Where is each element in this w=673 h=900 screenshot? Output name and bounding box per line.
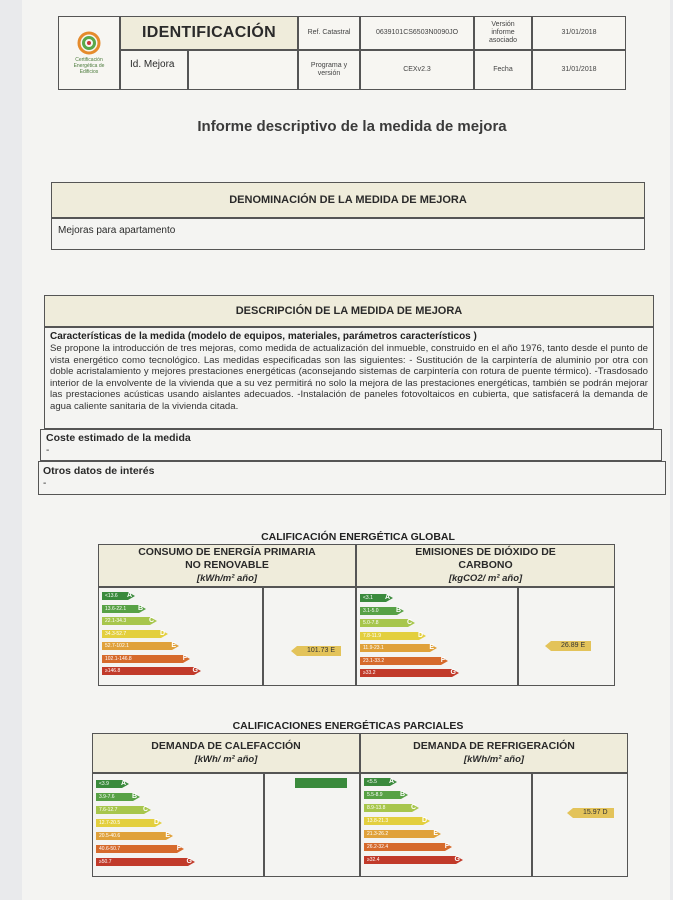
rating-bar-g xyxy=(360,669,456,677)
id-mejora-label: Id. Mejora xyxy=(120,50,188,90)
denominacion-heading: DENOMINACIÓN DE LA MEDIDA DE MEJORA xyxy=(51,182,645,218)
rating-bar-e xyxy=(96,832,170,840)
rating-range: 13.6-22.1 xyxy=(105,605,127,612)
consumo-scale xyxy=(99,588,262,685)
rating-range: 12.7-20.5 xyxy=(99,820,121,826)
identification-title: IDENTIFICACIÓN xyxy=(120,16,298,50)
id-mejora-value xyxy=(188,50,298,90)
rating-letter: A xyxy=(384,594,390,601)
emisiones-value-cell xyxy=(518,587,615,686)
emisiones-scale xyxy=(357,588,517,685)
rating-range: 21.3-26.2 xyxy=(367,831,389,837)
rating-bar-b xyxy=(364,791,405,799)
rating-bar-f xyxy=(96,845,181,853)
version-date: 31/01/2018 xyxy=(532,16,626,50)
refrigeracion-scale xyxy=(361,774,531,876)
rating-letter: D xyxy=(159,629,165,637)
rating-bar-d xyxy=(102,629,165,638)
refrigeracion-scale-cell xyxy=(360,773,532,877)
descripcion-text: Se propone la introducción de tres mejoras, como medida de actualización del inmueble, construido en el año 1976, tanto desde el punto de vista energético como tecnológico. Las medidas especificadas son las siguientes: - Sustitución de la carpintería de aluminio por otra con doble acristalamiento y mejores prestaciones energéticas (aconsejando sistemas de carpintería con rotura de puente térmico). -Trasdosado interior de la envolvente de la vivienda que a su vez permitirá no solo la mejora de las prestaciones energéticas, también se podrán mejorar las prestaciones acústicas usando aislantes adecuados. -Instalación de paneles fotovoltaicos en cubierta, que satisfacerá la demanda de agua caliente sanitaria de la vivienda citada. xyxy=(50,343,648,412)
certification-logo-icon xyxy=(76,31,102,55)
rating-bar-b xyxy=(96,793,137,801)
rating-letter: C xyxy=(148,617,154,624)
rating-letter: E xyxy=(171,642,176,649)
rating-letter: F xyxy=(182,654,187,662)
coste-value: - xyxy=(46,445,50,456)
rating-letter: B xyxy=(131,793,137,800)
rating-letter: B xyxy=(137,604,143,612)
rating-bar-d xyxy=(96,819,159,827)
rating-range: ≥146.8 xyxy=(105,668,121,674)
rating-range: 22.1-34.3 xyxy=(105,618,127,624)
rating-bar-b xyxy=(360,606,401,615)
rating-letter: C xyxy=(406,619,412,626)
refrigeracion-unit: [kWh/m² año] xyxy=(463,754,525,765)
rating-letter: A xyxy=(126,592,132,599)
rating-letter: F xyxy=(176,845,181,852)
rating-letter: F xyxy=(444,843,449,850)
rating-range: ≥32.4 xyxy=(367,857,380,863)
report-title: Informe descriptivo de la medida de mejora xyxy=(197,118,507,135)
otros-label: Otros datos de interés xyxy=(43,465,155,477)
emisiones-header xyxy=(356,544,615,587)
rating-letter: C xyxy=(142,806,148,813)
coste-label: Coste estimado de la medida xyxy=(46,432,191,444)
emisiones-value-badge: 26.89 E xyxy=(551,641,591,651)
calefaccion-title: DEMANDA DE CALEFACCIÓN xyxy=(151,740,301,752)
ref-catastral-label: Ref. Catastral xyxy=(298,16,360,50)
rating-bar-g xyxy=(96,858,192,866)
fecha-value: 31/01/2018 xyxy=(532,50,626,90)
rating-letter: B xyxy=(395,606,401,614)
consumo-value-badge: 101.73 E xyxy=(297,646,341,656)
rating-bar-a xyxy=(96,780,126,788)
rating-letter: C xyxy=(410,804,416,811)
rating-bar-f xyxy=(360,656,445,665)
fecha-label: Fecha xyxy=(474,50,532,90)
rating-range: 3.1-5.0 xyxy=(363,607,379,614)
refrigeracion-header xyxy=(360,733,628,773)
calefaccion-value-cell xyxy=(264,773,360,877)
rating-range: 26.2-32.4 xyxy=(367,844,389,850)
logo-cell xyxy=(58,16,120,90)
rating-range: <3.9 xyxy=(99,781,109,787)
rating-letter: G xyxy=(192,667,198,674)
rating-range: ≥33.2 xyxy=(363,670,376,676)
document-page xyxy=(22,0,670,900)
rating-letter: D xyxy=(153,819,159,826)
rating-range: 7.6-12.7 xyxy=(99,807,118,813)
rating-range: 23.1-33.2 xyxy=(363,657,385,664)
rating-range: 34.3-52.7 xyxy=(105,630,127,637)
rating-letter: A xyxy=(388,778,394,785)
calefaccion-scale-cell xyxy=(92,773,264,877)
rating-bar-e xyxy=(102,642,176,650)
rating-letter: G xyxy=(450,669,456,676)
parciales-title: CALIFICACIONES ENERGÉTICAS PARCIALES xyxy=(232,720,464,732)
rating-letter: B xyxy=(399,791,405,798)
rating-range: 20.5-40.6 xyxy=(99,833,121,839)
rating-bar-c xyxy=(364,804,416,812)
rating-bar-c xyxy=(102,617,154,625)
calefaccion-value-badge xyxy=(295,778,347,788)
coste-cell xyxy=(40,429,662,461)
consumo-header xyxy=(98,544,356,587)
calefaccion-scale xyxy=(93,774,263,876)
rating-letter: F xyxy=(440,656,445,664)
descripcion-subheading: Características de la medida (modelo de equipos, materiales, parámetros característicos ) xyxy=(50,331,477,342)
rating-range: 13.8-21.3 xyxy=(367,818,389,824)
rating-bar-d xyxy=(360,631,423,640)
rating-bar-e xyxy=(360,644,434,652)
rating-letter: E xyxy=(429,644,434,651)
consumo-scale-cell xyxy=(98,587,263,686)
rating-bar-f xyxy=(364,843,449,851)
rating-range: ≥50.7 xyxy=(99,859,112,865)
rating-bar-c xyxy=(360,619,412,627)
consumo-title: CONSUMO DE ENERGÍA PRIMARIA NO RENOVABLE xyxy=(138,546,316,571)
emisiones-title: EMISIONES DE DIÓXIDO DE CARBONO xyxy=(415,546,556,571)
rating-range: 3.9-7.6 xyxy=(99,794,115,800)
refrigeracion-value-badge: 15.97 D xyxy=(573,808,614,818)
rating-range: 11.9-23.1 xyxy=(363,645,384,651)
rating-range: 40.6-50.7 xyxy=(99,846,121,852)
rating-range: 5.5-8.9 xyxy=(367,792,383,798)
rating-letter: D xyxy=(421,817,427,824)
otros-cell xyxy=(38,461,666,495)
rating-letter: A xyxy=(120,780,126,787)
descripcion-body xyxy=(44,327,654,429)
consumo-unit: [kWh/m² año] xyxy=(196,573,258,584)
emisiones-scale-cell xyxy=(356,587,518,686)
consumo-value-cell xyxy=(263,587,356,686)
logo-text: Certificación Energética de Edificios xyxy=(73,57,105,75)
rating-range: <13.6 xyxy=(105,593,118,599)
rating-letter: E xyxy=(433,830,438,837)
rating-range: 8.9-13.8 xyxy=(367,805,386,811)
rating-range: 52.7-102.1 xyxy=(105,643,129,649)
rating-range: <5.5 xyxy=(367,779,377,785)
rating-bar-e xyxy=(364,830,438,838)
rating-bar-c xyxy=(96,806,148,814)
refrigeracion-title: DEMANDA DE REFRIGERACIÓN xyxy=(413,740,575,752)
rating-bar-b xyxy=(102,604,143,613)
calefaccion-unit: [kWh/ m² año] xyxy=(194,754,258,765)
rating-letter: D xyxy=(417,631,423,639)
global-title: CALIFICACIÓN ENERGÉTICA GLOBAL xyxy=(261,531,455,543)
otros-value: - xyxy=(43,478,47,489)
rating-range: 5.0-7.8 xyxy=(363,620,379,626)
rating-bar-g xyxy=(102,667,198,675)
rating-letter: G xyxy=(186,858,192,865)
emisiones-unit: [kgCO2/ m² año] xyxy=(448,573,523,584)
version-label: Versión informe asociado xyxy=(474,16,532,50)
rating-range: 102.1-146.8 xyxy=(105,655,132,662)
rating-bar-a xyxy=(364,778,394,786)
rating-bar-a xyxy=(102,592,132,600)
descripcion-heading: DESCRIPCIÓN DE LA MEDIDA DE MEJORA xyxy=(44,295,654,327)
rating-bar-g xyxy=(364,856,460,864)
refrigeracion-value-cell xyxy=(532,773,628,877)
rating-letter: E xyxy=(165,832,170,839)
rating-bar-f xyxy=(102,654,187,663)
ref-catastral-value: 0639101CS6503N0090JO xyxy=(360,16,474,50)
calefaccion-header xyxy=(92,733,360,773)
rating-range: 7.8-11.9 xyxy=(363,632,381,639)
rating-bar-a xyxy=(360,594,390,602)
program-label: Programa y versión xyxy=(298,50,360,90)
denominacion-value: Mejoras para apartamento xyxy=(51,218,645,250)
program-value: CEXv2.3 xyxy=(360,50,474,90)
rating-bar-d xyxy=(364,817,427,825)
rating-letter: G xyxy=(454,856,460,863)
rating-range: <3.1 xyxy=(363,595,373,601)
